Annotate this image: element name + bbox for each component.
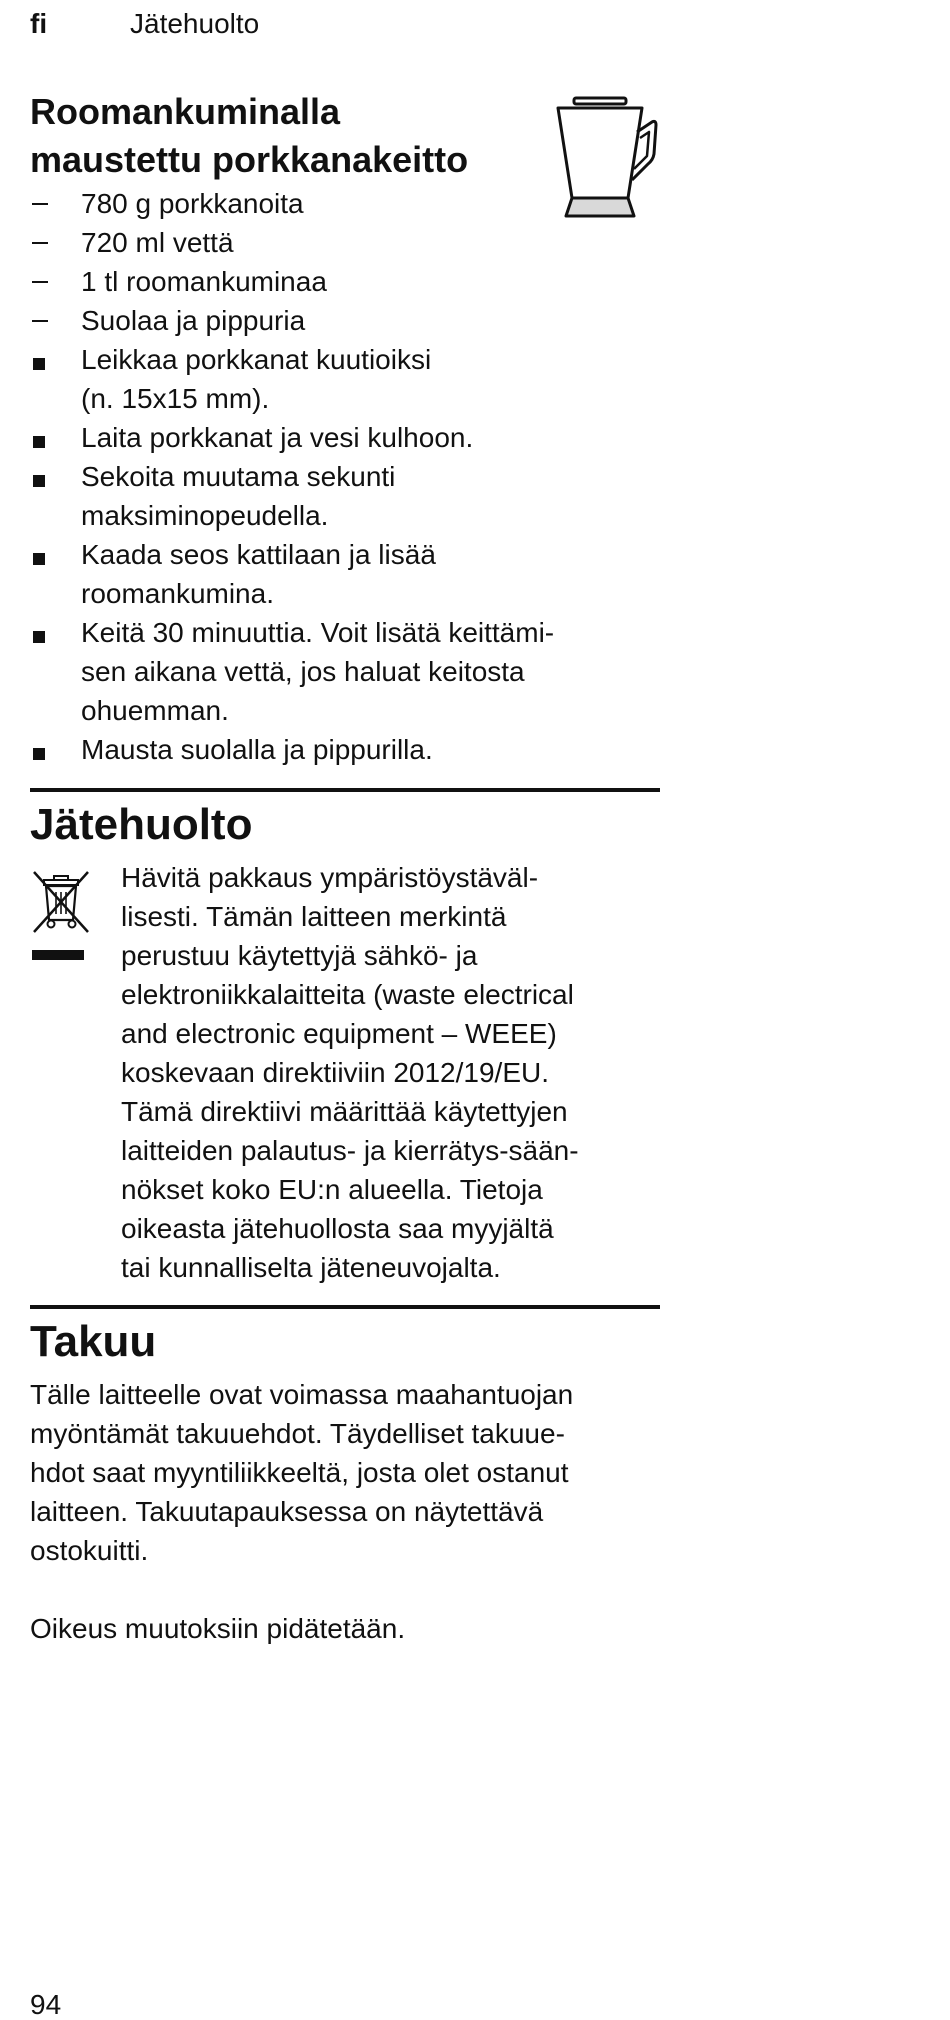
warranty-text [30, 1375, 670, 1570]
step-item [30, 457, 670, 535]
ingredient-text: 780 g porkkanoita [81, 188, 304, 219]
crossed-out-wheelie-bin-icon [30, 870, 92, 962]
text-line: myöntämät takuuehdot. Täydelliset takuue- [30, 1418, 565, 1449]
step-line: Kaada seos kattilaan ja lisää [81, 539, 436, 570]
change-notice: Oikeus muutoksiin pidätetään. [30, 1613, 406, 1644]
language-code: fi [30, 8, 48, 39]
step-line: Leikkaa porkkanat kuutioiksi [81, 344, 432, 375]
step-line: Keitä 30 minuuttia. Voit lisätä keittämi- [81, 617, 555, 648]
warranty-heading: Takuu [30, 1317, 157, 1366]
ingredient-item [30, 262, 670, 301]
step-line: ohuemman. [81, 695, 229, 726]
step-item [30, 730, 670, 769]
text-line: Tämä direktiivi määrittää käytettyjen [121, 1096, 568, 1127]
square-bullet-icon [30, 730, 70, 769]
section-divider [30, 788, 660, 792]
text-line: Tälle laitteelle ovat voimassa maahantuojan [30, 1379, 574, 1410]
text-line: nökset koko EU:n alueella. Tietoja [121, 1174, 543, 1205]
step-line: (n. 15x15 mm). [81, 383, 270, 414]
step-line: Mausta suolalla ja pippurilla. [81, 734, 433, 765]
step-line: Laita porkkanat ja vesi kulhoon. [81, 422, 474, 453]
recipe-title [30, 88, 550, 184]
disposal-heading: Jätehuolto [30, 800, 253, 849]
text-line: tai kunnalliselta jäteneuvojalta. [121, 1252, 501, 1283]
text-line: oikeasta jätehuollosta saa myyjältä [121, 1213, 554, 1244]
text-line: Hävitä pakkaus ympäristöystäväl- [121, 862, 539, 893]
dash-bullet [30, 184, 70, 223]
text-line: elektroniikkalaitteita (waste electrical [121, 979, 574, 1010]
page-number: 94 [30, 1989, 62, 2020]
square-bullet-icon [30, 418, 70, 457]
text-line: ostokuitti. [30, 1535, 149, 1566]
step-item [30, 535, 670, 613]
recipe-title-line-1: Roomankuminalla [30, 91, 341, 132]
section-divider [30, 1305, 660, 1309]
text-line: lisesti. Tämän laitteen merkintä [121, 901, 507, 932]
step-line: sen aikana vettä, jos haluat keitosta [81, 656, 525, 687]
ingredient-item [30, 184, 670, 223]
text-line: laitteen. Takuutapauksessa on näytettävä [30, 1496, 544, 1527]
step-item [30, 340, 670, 418]
step-line: maksiminopeudella. [81, 500, 329, 531]
recipe-list [30, 184, 670, 769]
dash-bullet [30, 262, 70, 301]
dash-bullet [30, 301, 70, 340]
text-line: hdot saat myyntiliikkeeltä, josta olet ostanut [30, 1457, 569, 1488]
step-line: roomankumina. [81, 578, 274, 609]
step-item [30, 613, 670, 730]
text-line: perustuu käytettyjä sähkö- ja [121, 940, 478, 971]
step-line: Sekoita muutama sekunti [81, 461, 396, 492]
step-item [30, 418, 670, 457]
text-line: laitteiden palautus- ja kierrätys-sään- [121, 1135, 579, 1166]
square-bullet-icon [30, 457, 70, 496]
ingredient-text: Suolaa ja pippuria [81, 305, 306, 336]
text-line: and electronic equipment – WEEE) [121, 1018, 557, 1049]
dash-bullet [30, 223, 70, 262]
ingredient-text: 1 tl roomankuminaa [81, 266, 327, 297]
recipe-title-line-2: maustettu porkkanakeitto [30, 139, 469, 180]
running-header-title: Jätehuolto [130, 8, 260, 39]
disposal-text [121, 858, 666, 1287]
ingredient-item [30, 301, 670, 340]
square-bullet-icon [30, 613, 70, 652]
ingredient-text: 720 ml vettä [81, 227, 234, 258]
square-bullet-icon [30, 535, 70, 574]
square-bullet-icon [30, 340, 70, 379]
text-line: koskevaan direktiiviin 2012/19/EU. [121, 1057, 550, 1088]
ingredient-item [30, 223, 670, 262]
